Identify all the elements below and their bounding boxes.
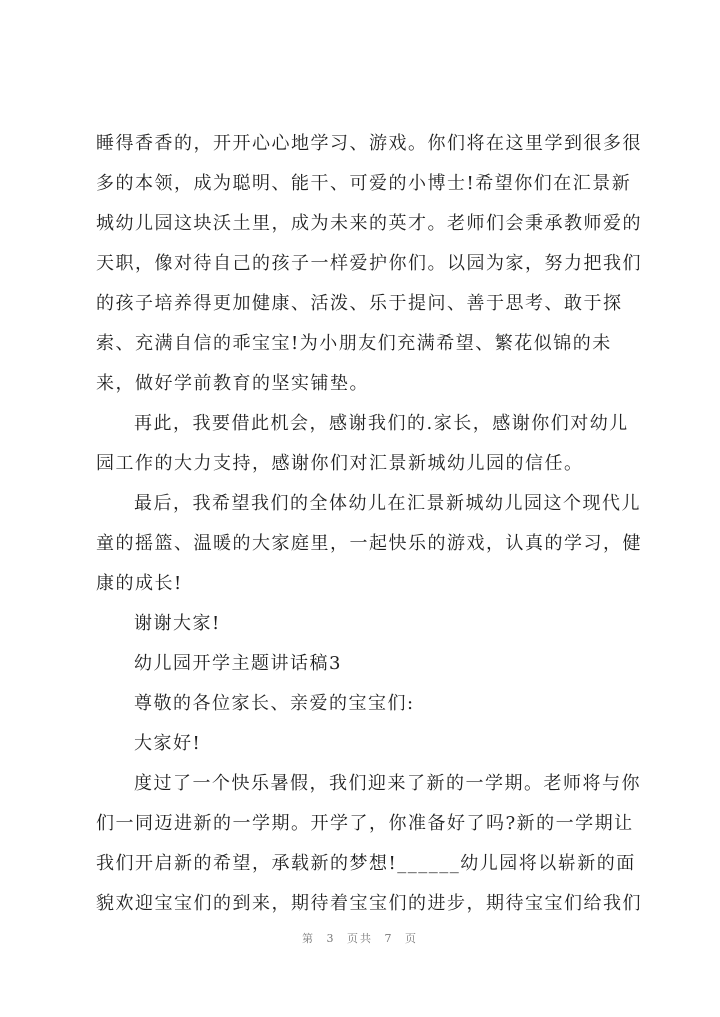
- text-line: 的孩子培养得更加健康、活泼、乐于提问、善于思考、敢于探: [96, 293, 623, 314]
- footer-prefix: 第: [302, 932, 315, 945]
- thanks-line: 谢谢大家!: [134, 613, 221, 634]
- salutation-line: 尊敬的各位家长、亲爱的宝宝们:: [134, 693, 415, 714]
- section-title: 幼儿园开学主题讲话稿3: [134, 653, 342, 674]
- text-line: 天职，像对待自己的孩子一样爱护你们。以园为家，努力把我们: [96, 253, 642, 274]
- text-line: 貌欢迎宝宝们的到来，期待着宝宝们的进步，期待宝宝们给我们: [96, 893, 642, 914]
- text-line: 城幼儿园这块沃土里，成为未来的英才。老师们会秉承教师爱的: [96, 213, 642, 234]
- paragraph-start-line: 再此，我要借此机会，感谢我们的.家长，感谢你们对幼儿: [134, 413, 629, 434]
- page-footer: [0, 930, 720, 946]
- footer-middle: 页共: [347, 932, 373, 945]
- paragraph-start-line: 度过了一个快乐暑假，我们迎来了新的一学期。老师将与你: [134, 773, 641, 794]
- text-line: 康的成长!: [96, 573, 183, 594]
- footer-suffix: 页: [405, 932, 418, 945]
- text-line: 来，做好学前教育的坚实铺垫。: [96, 373, 369, 394]
- footer-total-pages: 7: [384, 932, 394, 945]
- text-line: 索、充满自信的乖宝宝!为小朋友们充满希望、繁花似锦的未: [96, 333, 612, 354]
- text-line: 们一同迈进新的一学期。开学了，你准备好了吗?新的一学期让: [96, 813, 634, 834]
- greeting-line: 大家好!: [134, 733, 202, 754]
- paragraph-start-line: 最后，我希望我们的全体幼儿在汇景新城幼儿园这个现代儿: [134, 493, 641, 514]
- text-line: 园工作的大力支持，感谢你们对汇景新城幼儿园的信任。: [96, 453, 584, 474]
- text-line: 睡得香香的，开开心心地学习、游戏。你们将在这里学到很多很: [96, 133, 642, 154]
- text-line: 我们开启新的希望，承载新的梦想!______幼儿园将以崭新的面: [96, 853, 636, 874]
- text-line: 多的本领，成为聪明、能干、可爱的小博士!希望你们在汇景新: [96, 173, 632, 194]
- text-line: 童的摇篮、温暖的大家庭里，一起快乐的游戏，认真的学习，健: [96, 533, 642, 554]
- footer-page-number: 3: [326, 932, 336, 945]
